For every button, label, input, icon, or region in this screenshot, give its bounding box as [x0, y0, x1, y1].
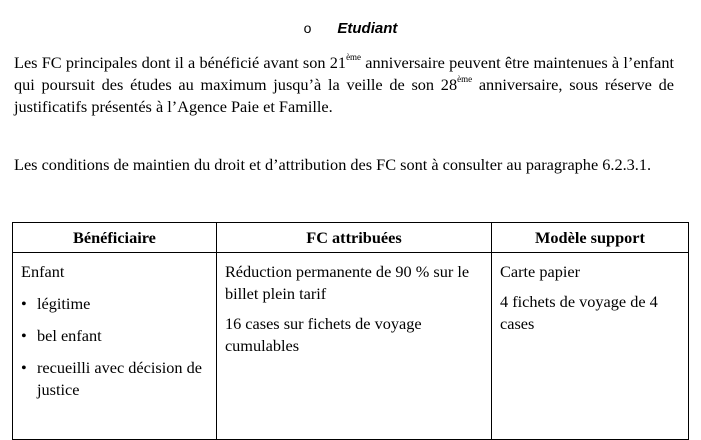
bullet-icon: •	[21, 294, 27, 313]
header-fc-attribuees: FC attribuées	[216, 223, 491, 253]
list-item-label: bel enfant	[37, 326, 102, 345]
hollow-bullet-icon: o	[303, 20, 312, 36]
section-heading	[0, 18, 701, 39]
support-carte-text: Carte papier	[500, 262, 581, 281]
header-modele-support: Modèle support	[492, 223, 689, 253]
list-item	[21, 293, 208, 315]
bullet-icon: •	[21, 358, 27, 377]
list-item	[21, 357, 208, 401]
fc-table	[12, 222, 689, 440]
fc-reduction-text: Réduction permanente de 90 % sur le billet plein tarif	[224, 262, 470, 303]
cell-modele-support	[492, 253, 689, 440]
paragraph-text-part2: anniversaire peuvent être maintenues à l’enfant qui poursuit des études au maximum jusqu’à la veille de son 28	[14, 53, 674, 94]
paragraph-text-part1: Les FC principales dont il a bénéficié avant son 21	[14, 53, 347, 72]
cell-fc-attribuees	[216, 253, 491, 440]
paragraph-conditions: Les conditions de maintien du droit et d’attribution des FC sont à consulter au paragraphe 6.2.3.1.	[14, 155, 652, 174]
superscript-eme-21: ème	[346, 52, 362, 62]
list-item	[21, 325, 208, 347]
beneficiaire-list	[21, 293, 208, 401]
paragraph-fc-principales	[14, 52, 674, 118]
list-item-label: légitime	[37, 294, 91, 313]
superscript-eme-28: ème	[457, 74, 473, 84]
table-row	[13, 253, 689, 440]
beneficiaire-intro: Enfant	[21, 262, 65, 281]
header-beneficiaire: Bénéficiaire	[13, 223, 217, 253]
section-title: Etudiant	[337, 20, 398, 37]
table-header-row	[13, 223, 689, 253]
paragraph-text-part3: anniversaire, sous réserve de justificatifs présentés à l’Agence Paie et Famille.	[14, 75, 674, 116]
bullet-icon: •	[21, 326, 27, 345]
support-fichets-text: 4 fichets de voyage de 4 cases	[500, 292, 658, 333]
fc-cases-text: 16 cases sur fichets de voyage cumulables	[224, 314, 422, 355]
list-item-label: recueilli avec décision de justice	[37, 358, 202, 399]
cell-beneficiaire	[13, 253, 217, 440]
